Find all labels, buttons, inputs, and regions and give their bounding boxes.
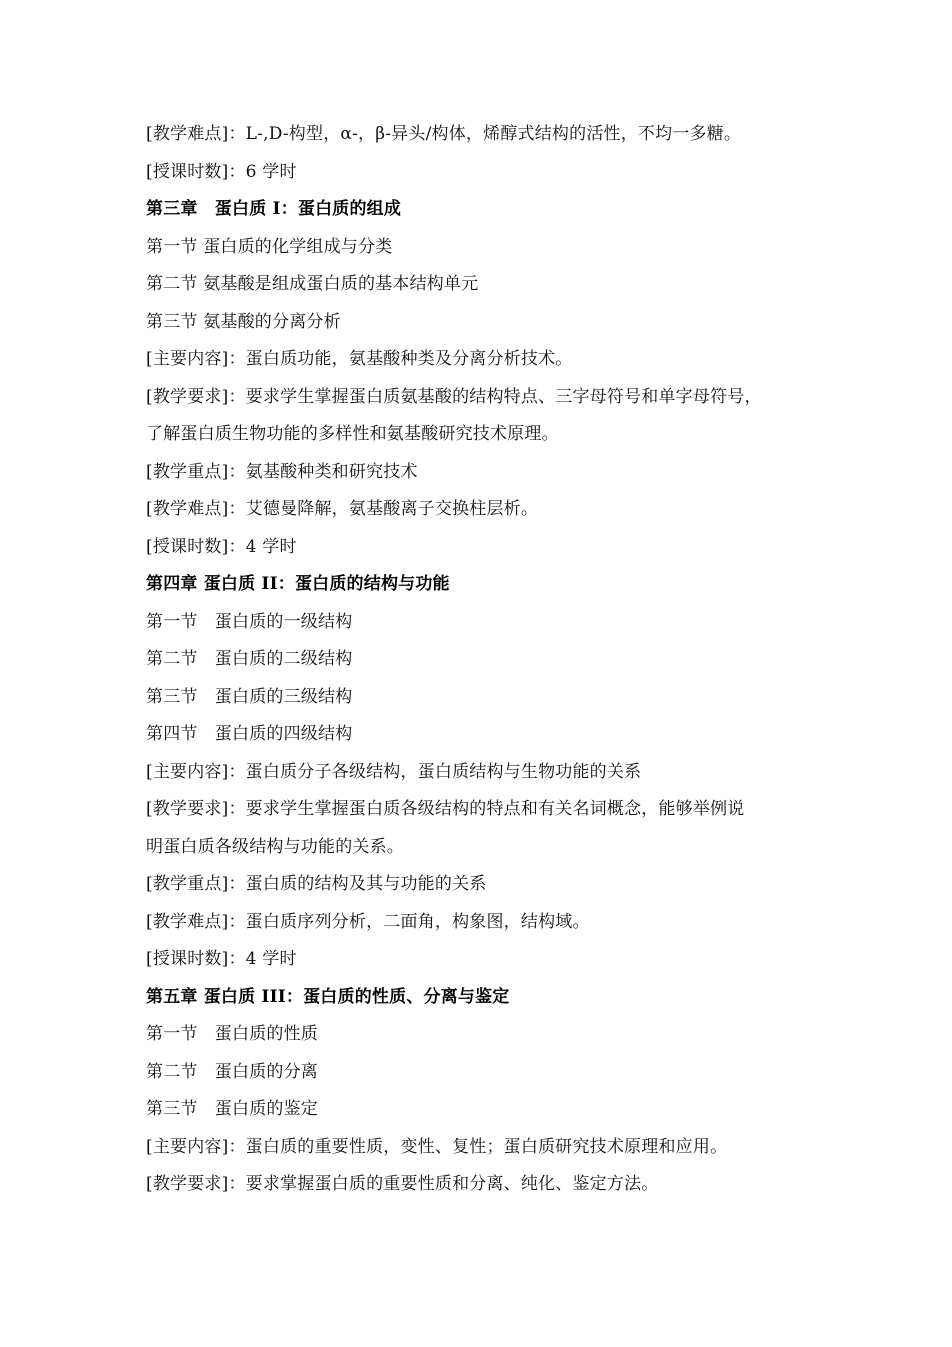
section-line: 第一节 蛋白质的性质 [146,1024,318,1044]
difficulty-line: [教学难点]：艾德曼降解，氨基酸离子交换柱层析。 [146,499,539,519]
section-line: 第三节 蛋白质的三级结构 [146,686,353,707]
requirements-line: [教学要求]：要求学生掌握蛋白质各级结构的特点和有关名词概念，能够举例说 [146,799,745,819]
page-content [146,116,826,1204]
section-line: 第一节 蛋白质的一级结构 [146,611,353,632]
hours-line: [授课时数]：4 学时 [146,536,297,557]
section-line: 第三节 蛋白质的鉴定 [146,1099,318,1119]
requirements-line: [教学要求]：要求掌握蛋白质的重要性质和分离、纯化、鉴定方法。 [146,1174,659,1194]
section-line: 第三节 氨基酸的分离分析 [146,311,341,332]
hours-line: [授课时数]：4 学时 [146,949,297,969]
hours-line: [授课时数]：6 学时 [146,161,297,182]
requirements-line: [教学要求]：要求学生掌握蛋白质氨基酸的结构特点、三字母符号和单字母符号， [146,386,762,407]
requirements-line-continued: 了解蛋白质生物功能的多样性和氨基酸研究技术原理。 [146,424,559,444]
section-line: 第二节 蛋白质的分离 [146,1061,318,1082]
key-points-line: [教学重点]：蛋白质的结构及其与功能的关系 [146,874,487,894]
section-line: 第二节 蛋白质的二级结构 [146,649,353,669]
chapter-4-heading: 第四章 蛋白质 II：蛋白质的结构与功能 [146,574,450,594]
section-line: 第四节 蛋白质的四级结构 [146,724,353,744]
main-content-line: [主要内容]：蛋白质分子各级结构，蛋白质结构与生物功能的关系 [146,761,642,782]
difficulty-line: [教学难点]：蛋白质序列分析，二面角，构象图，结构域。 [146,911,590,932]
requirements-line-continued: 明蛋白质各级结构与功能的关系。 [146,836,404,857]
difficulty-line: [教学难点]：L-,D-构型，α-，β-异头/构体，烯醇式结构的活性，不均一多糖。 [146,124,742,144]
chapter-3-heading: 第三章 蛋白质 I：蛋白质的组成 [146,199,402,219]
key-points-line: [教学重点]：氨基酸种类和研究技术 [146,461,418,482]
main-content-line: [主要内容]：蛋白质的重要性质，变性、复性；蛋白质研究技术原理和应用。 [146,1136,728,1157]
main-content-line: [主要内容]：蛋白质功能，氨基酸种类及分离分析技术。 [146,349,573,369]
chapter-5-heading: 第五章 蛋白质 III：蛋白质的性质、分离与鉴定 [146,986,510,1007]
section-line: 第一节 蛋白质的化学组成与分类 [146,236,393,257]
section-line: 第二节 氨基酸是组成蛋白质的基本结构单元 [146,274,479,294]
